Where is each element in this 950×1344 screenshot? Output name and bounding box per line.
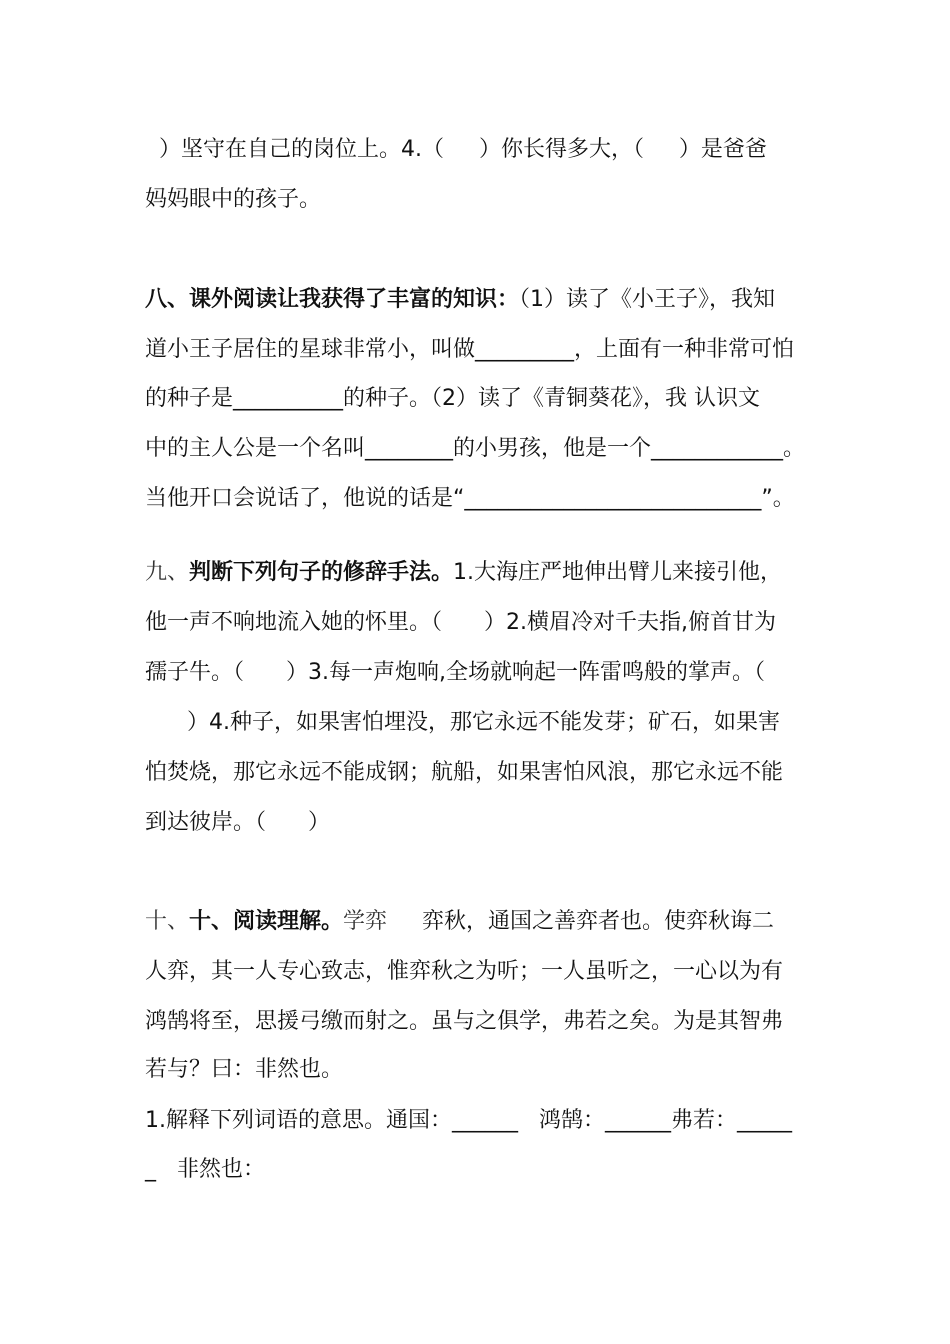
section8-line-5: 当他开口会说话了，他说的话是“___________________________”。 bbox=[145, 486, 795, 511]
section8-line-1-text: （1）读了《小王子》，我知 bbox=[519, 287, 776, 312]
section8-line-2: 道小王子居住的星球非常小，叫做_________，上面有一种非常可怕 bbox=[145, 337, 795, 362]
section9-line-2: 他一声不响地流入她的怀里。（ ）2.横眉冷对千夫指,俯首甘为 bbox=[145, 610, 776, 635]
section10-line-3: 鸿鹄将至，思援弓缴而射之。虽与之俱学，弗若之矣。为是其智弗 bbox=[145, 1009, 784, 1034]
section9-line-4: ）4.种子，如果害怕埋没，那它永远不能发芽；矿石，如果害 bbox=[145, 710, 780, 735]
section8-line-1 bbox=[145, 285, 775, 315]
question-1-line-2: _ 非然也： bbox=[145, 1157, 265, 1182]
section10-line-4: 若与？曰：非然也。 bbox=[145, 1057, 344, 1082]
section9-line-6: 到达彼岸。（ ） bbox=[145, 810, 330, 835]
section9-line-3: 孺子牛。（ ）3.每一声炮响,全场就响起一阵雷鸣般的掌声。（ bbox=[145, 660, 765, 685]
section10-prefix: 十、 bbox=[145, 909, 190, 934]
passage-title: 学弈 bbox=[343, 909, 388, 934]
section7-line-1: ）坚守在自己的岗位上。4.（ ）你长得多大，（ ）是爸爸 bbox=[145, 137, 767, 162]
section10-heading: 十、阅读理解。 bbox=[189, 909, 344, 934]
section8-line-4: 中的主人公是一个名叫________的小男孩，他是一个____________。 bbox=[145, 436, 806, 461]
section9-line-1 bbox=[145, 558, 782, 588]
section10-line-2: 人弈，其一人专心致志，惟弈秋之为听；一人虽听之，一心以为有 bbox=[145, 959, 784, 984]
section9-prefix: 九、 bbox=[145, 560, 190, 585]
section8-line-3: 的种子是__________的种子。（2）读了《青铜葵花》，我 认识文 bbox=[145, 386, 760, 411]
section7-line-2: 妈妈眼中的孩子。 bbox=[145, 187, 322, 212]
question-1-line-1: 1.解释下列词语的意思。通国：______ 鸿鹄：______弗若：_____ bbox=[145, 1108, 792, 1133]
section9-line-5: 怕焚烧，那它永远不能成钢；航船，如果害怕风浪，那它永远不能 bbox=[145, 760, 784, 785]
section9-heading: 判断下列句子的修辞手法。 bbox=[189, 560, 454, 585]
section8-heading: 八、课外阅读让我获得了丰富的知识： bbox=[145, 287, 520, 312]
section10-line-1 bbox=[145, 907, 774, 937]
section10-line-1-text: 弈秋，通国之善弈者也。使弈秋诲二 bbox=[387, 909, 775, 934]
section9-line-1-text: 1.大海庄严地伸出臂儿来接引他， bbox=[453, 560, 783, 585]
